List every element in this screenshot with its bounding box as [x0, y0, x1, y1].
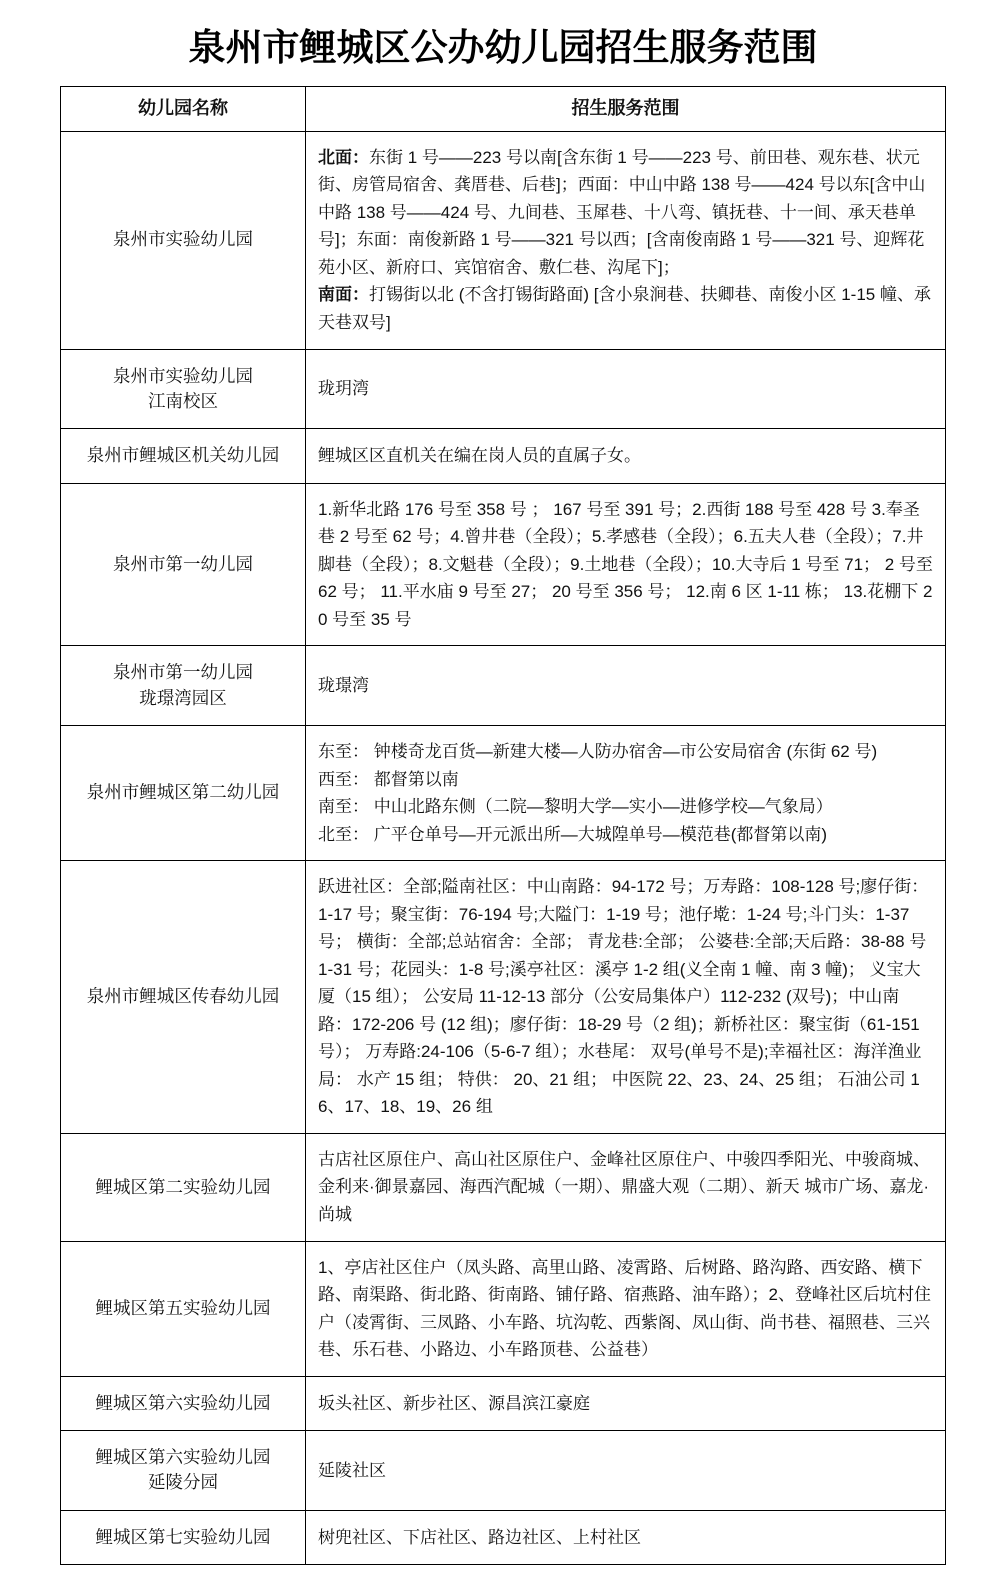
kindergarten-name-cell — [61, 1431, 306, 1511]
service-range-cell — [306, 429, 946, 483]
kindergarten-name-line: 泉州市第一幼儿园 — [113, 553, 253, 574]
service-range-cell — [306, 1376, 946, 1430]
service-range-line: 珑璟湾 — [318, 675, 369, 695]
table-header-row — [61, 87, 946, 131]
kindergarten-name-line: 鲤城区第二实验幼儿园 — [95, 1176, 271, 1197]
kindergarten-name-cell — [61, 726, 306, 861]
service-range-line: 坂头社区、新步社区、源昌滨江豪庭 — [318, 1393, 590, 1413]
kindergarten-name-cell — [61, 646, 306, 726]
service-range-line: 跃进社区：全部;隘南社区：中山南路：94-172 号；万寿路：108-128 号;廖仔街：1-17 号；聚宝街：76-194 号;大隘门：1-19 号；池仔墘：1-24 号;斗门头：1-37 号； 横街：全部;总站宿舍：全部； 青龙巷:全部； 公婆巷:全部;天后路：38-88 号 1-31 号；花园头：1-8 号;溪亭社区：溪亭 1-2 组(义全南 1 幢、南 3 幢)； 义宝大厦（15 组）； 公安局 11-12-13 部分（公安局集体户）112-232 (双号)；中山南路：172-206 号 (12 组)；廖仔街：18-29 号（2 组)；新桥社区：聚宝街（61-151 号）； 万寿路:24-106（5-6-7 组）；水巷尾： 双号(单号不是);幸福社区：海洋渔业局： 水产 15 组； 特供： 20、21 组； 中医院 22、23、24、25 组； 石油公司 16、17、18、19、26 组 — [318, 877, 929, 1117]
table-row — [61, 349, 946, 429]
service-range-line: 1、亭店社区住户（凤头路、高里山路、凌霄路、后树路、路沟路、西安路、横下路、南渠路、街北路、街南路、铺仔路、宿燕路、油车路）；2、登峰社区后坑村住户（凌霄街、三凤路、小车路、坑沟乾、西紫阁、凤山街、尚书巷、福照巷、三兴巷、乐石巷、小路边、小车路顶巷、公益巷） — [318, 1257, 931, 1360]
kindergarten-name-cell — [61, 1241, 306, 1376]
service-range-line: 南面：打锡街以北 (不含打锡街路面) [含小泉涧巷、扶卿巷、南俊小区 1-15 幢、承天巷双号] — [318, 285, 931, 332]
kindergarten-name-line: 泉州市鲤城区传春幼儿园 — [86, 986, 280, 1007]
column-header-name: 幼儿园名称 — [61, 87, 306, 131]
kindergarten-name-line: 鲤城区第六实验幼儿园 — [95, 1392, 271, 1413]
kindergarten-name-line: 泉州市实验幼儿园 — [113, 365, 253, 386]
service-range-cell — [306, 1241, 946, 1376]
table-row — [61, 861, 946, 1134]
service-range-cell — [306, 726, 946, 861]
kindergarten-name-cell — [61, 1510, 306, 1564]
service-range-cell — [306, 483, 946, 646]
kindergarten-range-table — [60, 86, 946, 1565]
table-row — [61, 726, 946, 861]
kindergarten-name-cell — [61, 1376, 306, 1430]
service-range-line: 北面：东街 1 号——223 号以南[含东街 1 号——223 号、前田巷、观东巷、状元街、房管局宿舍、龚厝巷、后巷]；西面：中山中路 138 号——424 号以东[含中山中路 138 号——424 号、九间巷、玉犀巷、十八弯、镇抚巷、十一间、承天巷单号]；东面：南俊新路 1 号——321 号以西；[含南俊南路 1 号——321 号、迎辉花苑小区、新府口、宾馆宿舍、敷仁巷、沟尾下]； — [318, 147, 926, 277]
service-range-cell — [306, 131, 946, 349]
range-direction-label: 北面： — [318, 147, 369, 167]
kindergarten-name-line: 江南校区 — [148, 390, 218, 411]
table-row — [61, 429, 946, 483]
kindergarten-name-line: 鲤城区第五实验幼儿园 — [95, 1297, 271, 1318]
kindergarten-name-cell — [61, 861, 306, 1134]
service-range-cell — [306, 1431, 946, 1511]
table-row — [61, 483, 946, 646]
service-range-cell — [306, 646, 946, 726]
table-row — [61, 1431, 946, 1511]
kindergarten-name-cell — [61, 429, 306, 483]
service-range-line: 珑玥湾 — [318, 379, 369, 399]
kindergarten-name-cell — [61, 131, 306, 349]
service-range-line: 北至： 广平仓单号—开元派出所—大城隍单号—模范巷(都督第以南) — [318, 824, 828, 844]
service-range-line: 东至： 钟楼奇龙百货—新建大楼—人防办宿舍—市公安局宿舍 (东街 62 号) — [318, 742, 878, 762]
kindergarten-name-cell — [61, 483, 306, 646]
kindergarten-name-line: 鲤城区第六实验幼儿园 — [95, 1447, 271, 1468]
service-range-line: 古店社区原住户、高山社区原住户、金峰社区原住户、中骏四季阳光、中骏商城、金利来·御景嘉园、海西汽配城（一期）、鼎盛大观（二期）、新天 城市广场、嘉龙·尚城 — [318, 1149, 930, 1224]
kindergarten-name-line: 泉州市鲤城区第二幼儿园 — [86, 782, 280, 803]
service-range-cell — [306, 1510, 946, 1564]
service-range-line: 延陵社区 — [318, 1460, 386, 1480]
service-range-cell — [306, 349, 946, 429]
table-body — [61, 131, 946, 1564]
kindergarten-name-line: 鲤城区第七实验幼儿园 — [95, 1526, 271, 1547]
table-row — [61, 1133, 946, 1241]
service-range-line: 南至： 中山北路东侧（二院—黎明大学—实小—进修学校—气象局） — [318, 797, 833, 817]
page-title: 泉州市鲤城区公办幼儿园招生服务范围 — [188, 27, 818, 68]
table-row — [61, 646, 946, 726]
service-range-line: 树兜社区、下店社区、路边社区、上村社区 — [318, 1527, 641, 1547]
kindergarten-name-line: 珑璟湾园区 — [139, 687, 227, 708]
kindergarten-name-line: 延陵分园 — [148, 1472, 218, 1493]
service-range-cell — [306, 1133, 946, 1241]
table-row — [61, 1510, 946, 1564]
service-range-line: 1.新华北路 176 号至 358 号 ； 167 号至 391 号；2.西街 188 号至 428 号 3.奉圣巷 2 号至 62 号；4.曾井巷（全段）；5.孝感巷（全段）；6.五夫人巷（全段）；7.井脚巷（全段）；8.文魁巷（全段）；9.土地巷（全段）；10.大寺后 1 号至 71； 2 号至 62 号； 11.平水庙 9 号至 27； 20 号至 356 号； 12.南 6 区 1-11 栋； 13.花棚下 20 号至 35 号 — [318, 499, 933, 629]
table-row — [61, 1241, 946, 1376]
table-row — [61, 1376, 946, 1430]
kindergarten-name-line: 泉州市第一幼儿园 — [113, 662, 253, 683]
service-range-line: 西至： 都督第以南 — [318, 769, 459, 789]
kindergarten-name-line: 泉州市鲤城区机关幼儿园 — [86, 445, 280, 466]
kindergarten-name-cell — [61, 1133, 306, 1241]
column-header-range: 招生服务范围 — [306, 87, 946, 131]
service-range-line: 鲤城区区直机关在编在岗人员的直属子女。 — [318, 446, 641, 466]
service-range-cell — [306, 861, 946, 1134]
kindergarten-name-cell — [61, 349, 306, 429]
kindergarten-name-line: 泉州市实验幼儿园 — [113, 229, 253, 250]
table-row — [61, 131, 946, 349]
range-direction-label: 南面： — [318, 285, 369, 305]
